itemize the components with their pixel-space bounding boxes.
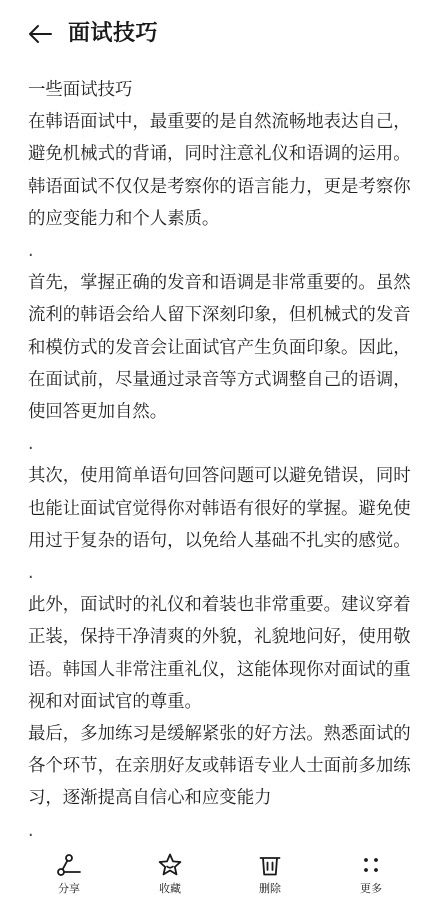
back-button[interactable] — [24, 20, 56, 48]
app-header — [0, 0, 440, 66]
article-body — [28, 74, 414, 844]
article-separator: . — [28, 434, 34, 455]
star-icon — [157, 852, 183, 878]
more-dots-icon — [358, 852, 384, 878]
bottom-toolbar — [0, 848, 440, 908]
page-title: 面试技巧 — [68, 21, 159, 46]
more-button[interactable] — [331, 852, 411, 904]
article-paragraph: 在韩语面试中，最重要的是自然流畅地表达自己，避免机械式的背诵，同时注意礼仪和语调的运用。 韩语面试不仅仅是考察你的语言能力，更是考察你的应变能力和个人素质。 — [28, 112, 411, 229]
share-button[interactable] — [29, 852, 109, 904]
favorite-label: 收藏 — [159, 882, 181, 895]
more-label: 更多 — [360, 882, 382, 895]
delete-button[interactable] — [230, 852, 310, 904]
arrow-left-icon — [27, 24, 53, 44]
trash-icon — [257, 852, 283, 878]
article-separator: . — [28, 820, 34, 841]
article-separator: . — [28, 241, 34, 262]
article-heading: 一些面试技巧 — [28, 80, 133, 100]
delete-label: 删除 — [259, 882, 281, 895]
article-paragraph: 其次，使用简单语句回答问题可以避免错误，同时也能让面试官觉得你对韩语有很好的掌握。避免使用过于复杂的语句，以免给人基础不扎实的感觉。 — [28, 466, 411, 551]
article-paragraph: 此外，面试时的礼仪和着装也非常重要。建议穿着正装，保持干净清爽的外貌，礼貌地问好，使用敬语。韩国人非常注重礼仪，这能体现你对面试的重视和对面试官的尊重。 — [28, 595, 411, 712]
article-paragraph: 首先，掌握正确的发音和语调是非常重要的。虽然流利的韩语会给人留下深刻印象，但机械式的发音和模仿式的发音会让面试官产生负面印象。因此，在面试前，尽量通过录音等方式调整自己的语调，使回答更加自然。 — [28, 273, 411, 423]
article-separator: . — [28, 563, 34, 584]
favorite-button[interactable] — [130, 852, 210, 904]
share-label: 分享 — [58, 882, 80, 895]
share-icon — [56, 852, 82, 878]
article-paragraph: 最后，多加练习是缓解紧张的好方法。熟悉面试的各个环节，在亲朋好友或韩语专业人士面前多加练习，逐渐提高自信心和应变能力 — [28, 724, 411, 809]
